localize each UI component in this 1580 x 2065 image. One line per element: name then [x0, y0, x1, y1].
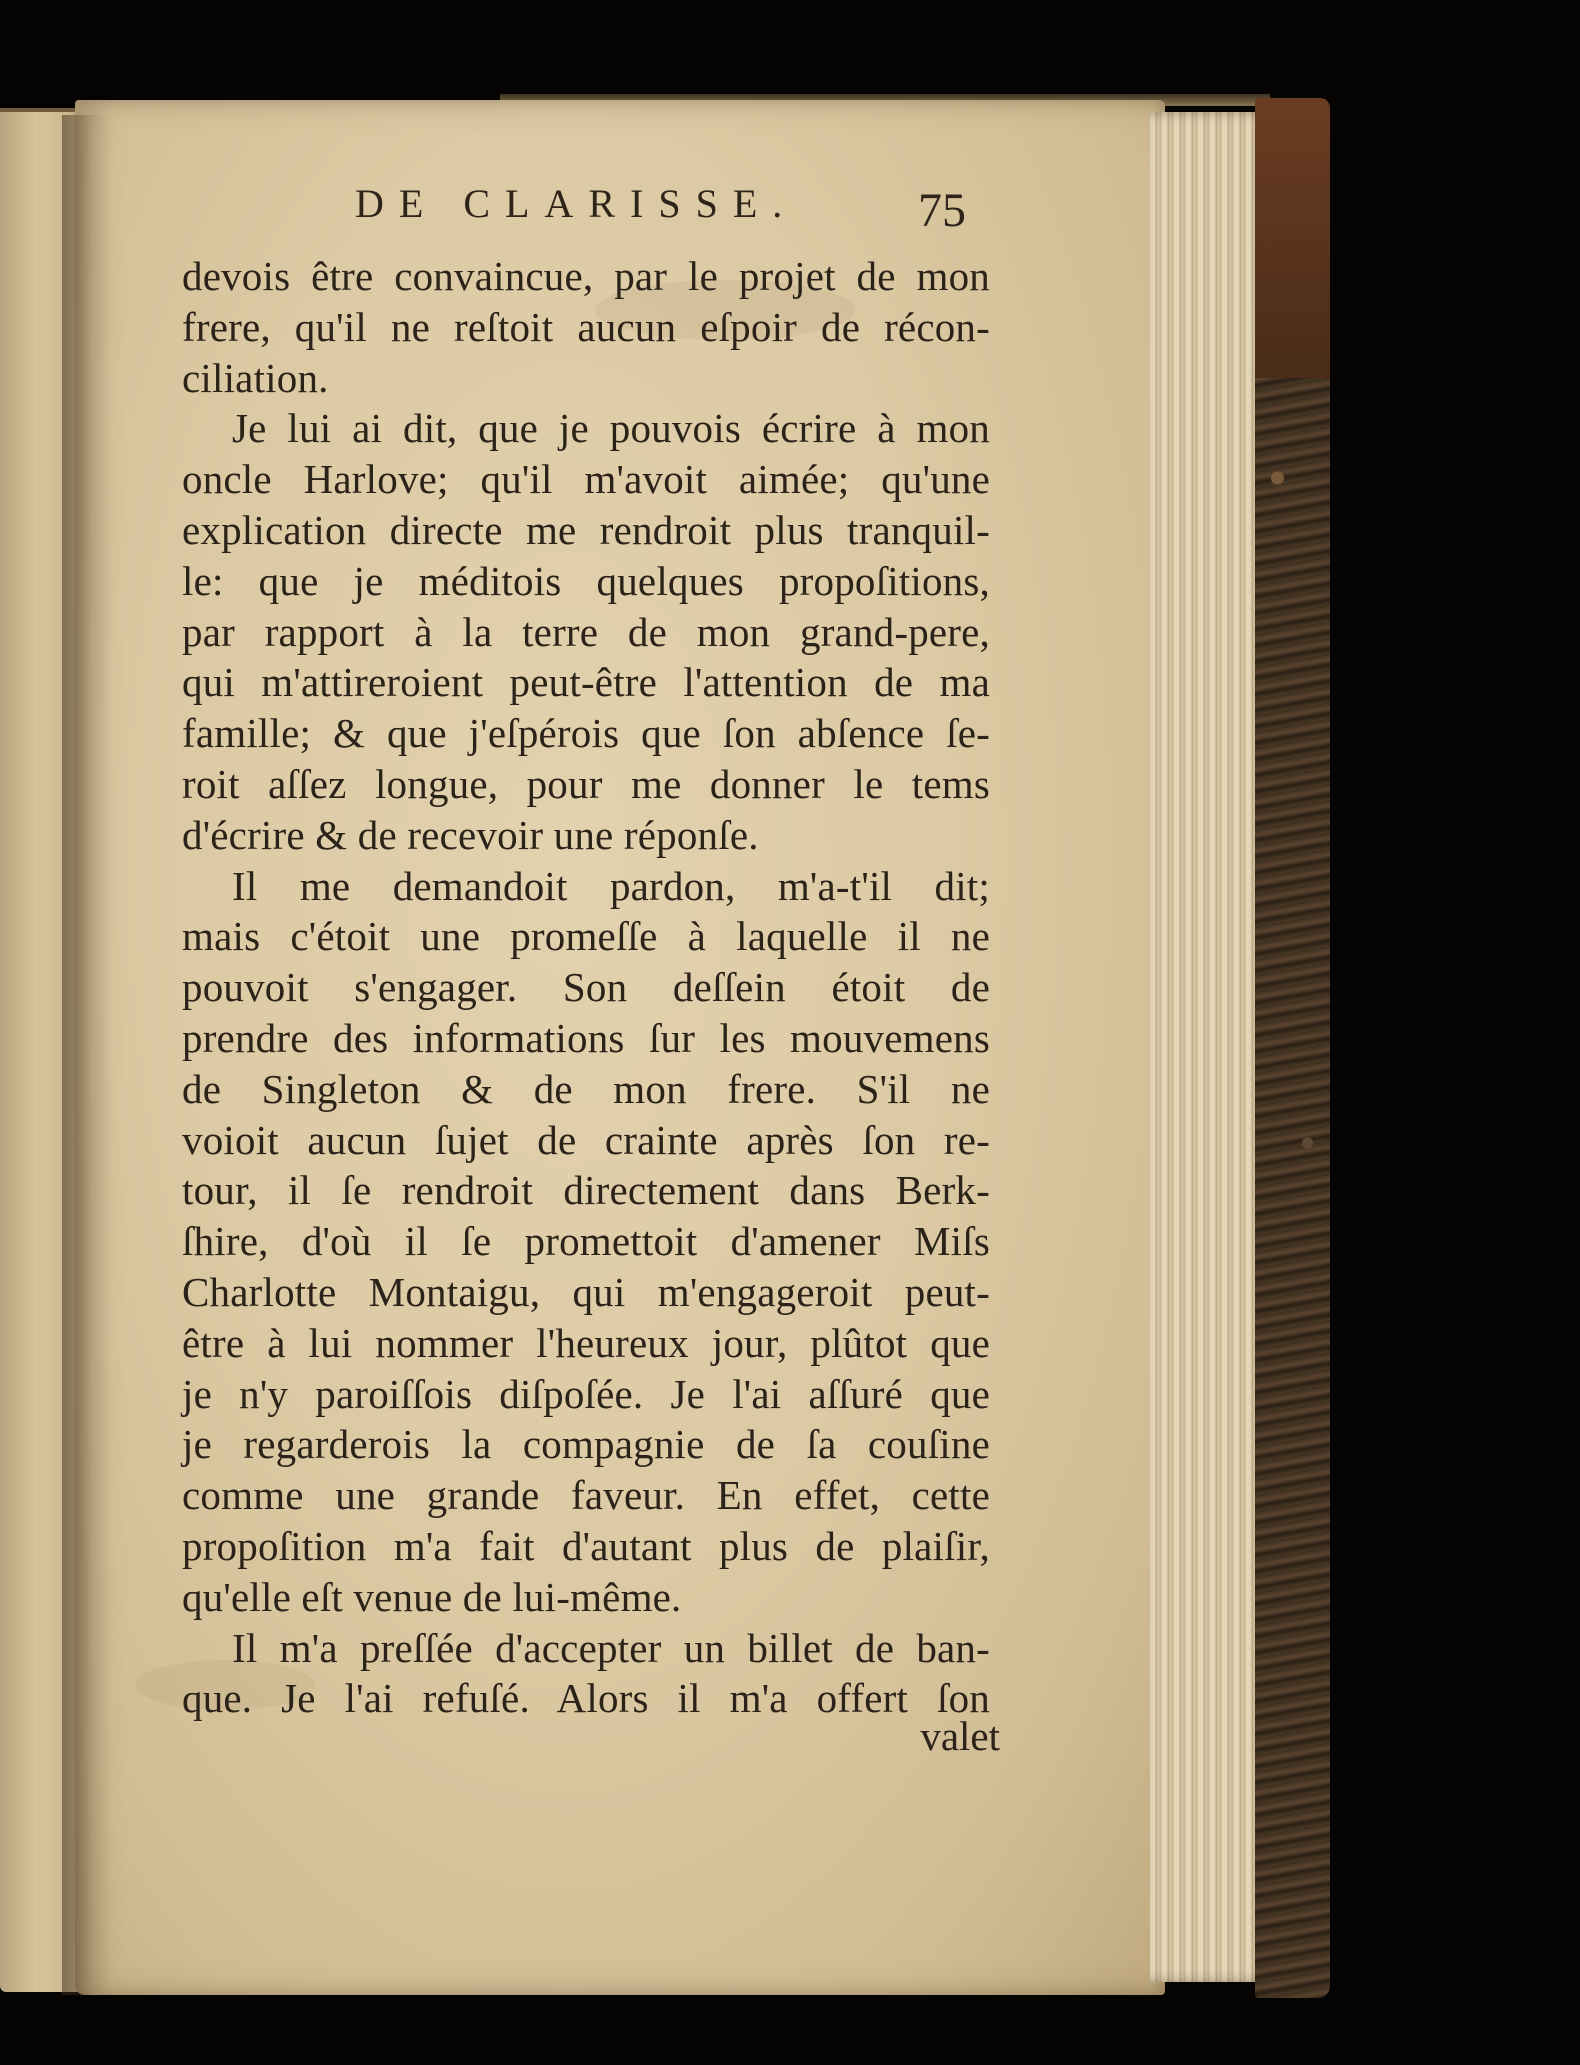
text-line: je regarderois la compagnie de ſa couſine — [182, 1421, 990, 1468]
catchword: valet — [920, 1713, 1000, 1759]
text-line: je n'y paroiſſois diſpoſée. Je l'ai aſſuré que — [182, 1370, 990, 1417]
text-line: devois être convaincue, par le projet de mon — [182, 253, 990, 299]
text-line: pouvoit s'engager. Son deſſein étoit de — [182, 964, 990, 1011]
text-line: Charlotte Montaigu, qui m'engageroit peut- — [182, 1268, 990, 1315]
text-line: oncle Harlove; qu'il m'avoit aimée; qu'une — [182, 456, 990, 503]
text-line: de Singleton & de mon frere. S'il ne — [182, 1065, 990, 1112]
page-number: 75 — [918, 184, 966, 237]
text-line: comme une grande faveur. En effet, cette — [182, 1472, 990, 1519]
text-line: qui m'attireroient peut-être l'attention de ma — [182, 659, 990, 706]
text-line: tour, il ſe rendroit directement dans Berk- — [182, 1167, 990, 1214]
text-line: d'écrire & de recevoir une réponſe. — [182, 811, 759, 858]
leather-corner — [1255, 98, 1330, 378]
text-line: prendre des informations ſur les mouvemens — [182, 1014, 990, 1061]
text-line: famille; & que j'eſpérois que ſon abſence ſe- — [182, 710, 990, 757]
text-line: qu'elle eſt venue de lui-même. — [182, 1573, 682, 1620]
text-line: ſhire, d'où il ſe promettoit d'amener Miſs — [182, 1218, 990, 1265]
text-line: ciliation. — [182, 354, 329, 401]
text-line: Je lui ai dit, que je pouvois écrire à mon — [232, 405, 990, 452]
gutter-shadow — [62, 115, 112, 1995]
text-line: explication directe me rendroit plus tranquil- — [182, 506, 990, 553]
text-line: par rapport à la terre de mon grand-pere, — [182, 608, 990, 655]
text-line: Il m'a preſſée d'accepter un billet de ban- — [232, 1624, 990, 1671]
text-line: le: que je méditois quelques propoſitions, — [182, 557, 990, 604]
stacked-page-edges — [1150, 112, 1270, 1982]
text-line: mais c'étoit une promeſſe à laquelle il ne — [182, 913, 990, 960]
text-line: voioit aucun ſujet de crainte après ſon re- — [182, 1116, 990, 1163]
text-line: que. Je l'ai refuſé. Alors il m'a offert ſon — [182, 1675, 990, 1722]
text-line: propoſition m'a fait d'autant plus de plaiſir, — [182, 1522, 990, 1569]
text-line: frere, qu'il ne reſtoit aucun eſpoir de récon- — [182, 303, 990, 350]
text-line: roit aſſez longue, pour me donner le tems — [182, 760, 990, 807]
body-text — [182, 251, 990, 1724]
text-line: être à lui nommer l'heureux jour, plûtot que — [182, 1319, 990, 1366]
marbled-cover — [1255, 98, 1330, 1998]
text-line: Il me demandoit pardon, m'a-t'il dit; — [232, 862, 990, 909]
running-head: DE CLARISSE. — [355, 181, 798, 226]
